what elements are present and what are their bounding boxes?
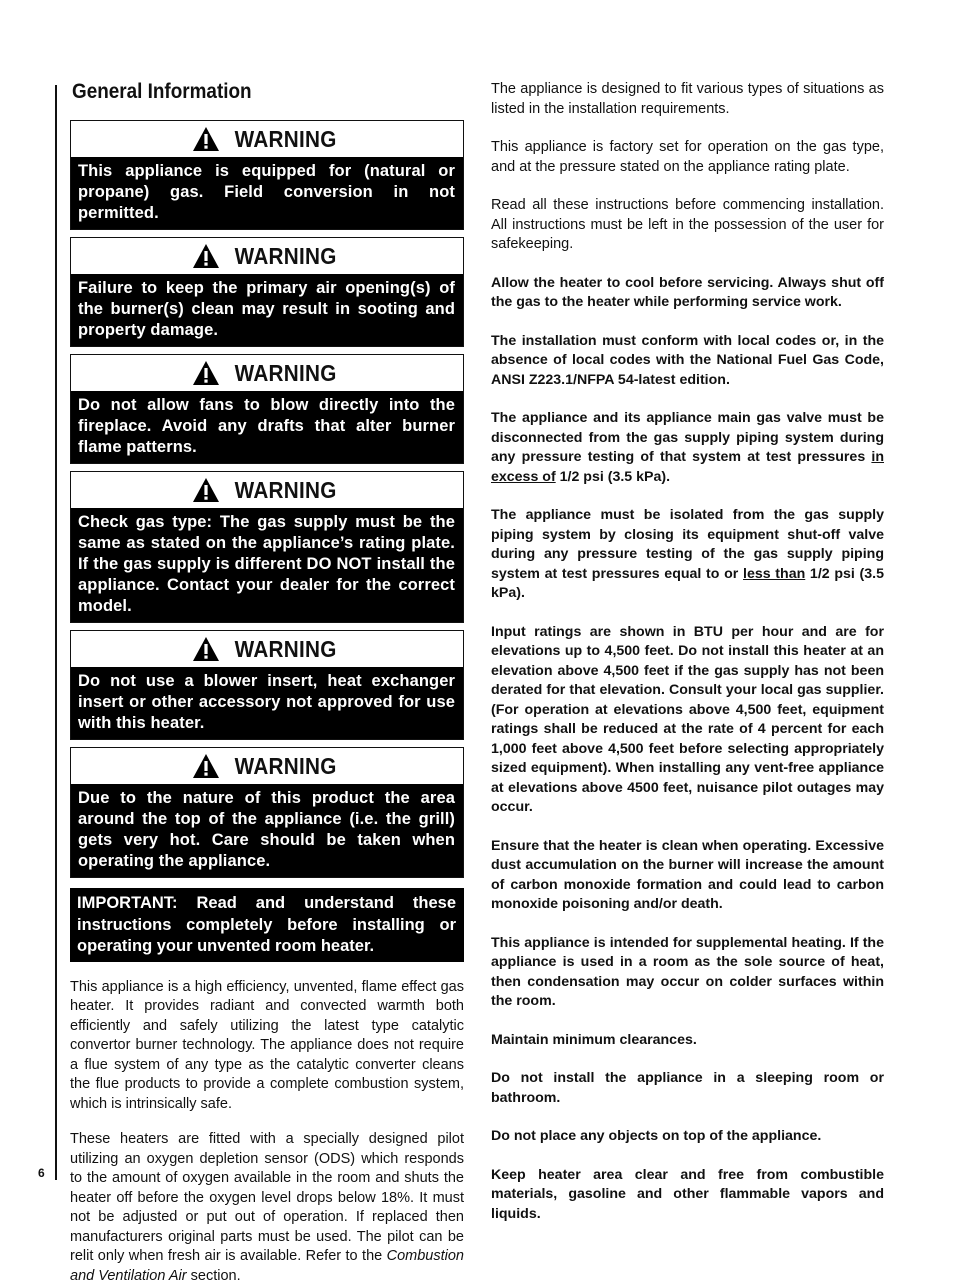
- combustibles-paragraph: Keep heater area clear and free from combustible materials, gasoline and other flammable vapors and liquids.: [491, 1166, 884, 1222]
- disconnect-text-end: 1/2 psi (3.5 kPa).: [555, 468, 671, 485]
- important-notice: IMPORTANT: Read and understand these instructions completely before installing or operating your unvented room heater.: [70, 888, 464, 962]
- page-number: 6: [38, 1166, 45, 1180]
- intro-paragraph: This appliance is a high efficiency, unvented, flame effect gas heater. It provides radiant and convected warmth both efficiently and safely utilizing the latest type catalytic convertor burner technology. The appliance does not require a flue system of any type as the catalytic converter cleans the flue products to provide a complete combustion system, which is intrinsically safe.: [70, 978, 464, 1112]
- warning-text: Do not use a blower insert, heat exchanger insert or other accessory not approved for use with this heater.: [71, 667, 463, 739]
- warning-triangle-icon: [192, 360, 220, 386]
- warning-text: Failure to keep the primary air opening(s) of the burner(s) clean may result in sooting and property damage.: [71, 274, 463, 346]
- warning-box: [70, 354, 464, 464]
- warning-text: Due to the nature of this product the area around the top of the appliance (i.e. the grill) gets very hot. Care should be taken when operating the appliance.: [71, 784, 463, 877]
- isolate-text: The appliance must be isolated from the gas supply piping system by closing its equipment shut-off valve during any pressure testing of the gas supply piping system at test pressures equal to or: [491, 507, 884, 582]
- no-objects-paragraph: Do not place any objects on top of the appliance.: [491, 1128, 822, 1144]
- sleeping-room-paragraph: Do not install the appliance in a sleeping room or bathroom.: [491, 1070, 884, 1106]
- ods-paragraph: [70, 1130, 464, 1286]
- warning-triangle-icon: [192, 636, 220, 662]
- warnings-list: [70, 120, 464, 878]
- warning-triangle-icon: [192, 243, 220, 269]
- left-column: [70, 78, 464, 1286]
- isolate-paragraph: [491, 506, 884, 604]
- ventilation-section-ref: Combustion and Ventilation Air: [70, 1248, 464, 1284]
- warning-header: [71, 121, 463, 157]
- warning-box: [70, 120, 464, 230]
- codes-paragraph: The installation must conform with local codes or, in the absence of local codes with the National Fuel Gas Code, ANSI Z223.1/NFPA 54-latest edition.: [491, 332, 884, 388]
- design-paragraph: The appliance is designed to fit various types of situations as listed in the installation requirements.: [491, 81, 884, 117]
- isolate-text-end: 1/2 psi (3.5 kPa).: [491, 565, 884, 601]
- read-instructions-paragraph: Read all these instructions before commencing installation. All instructions must be left in the possession of the user for safekeeping.: [491, 197, 884, 252]
- right-column: [491, 80, 884, 1243]
- warning-header: [71, 748, 463, 784]
- warning-box: [70, 630, 464, 740]
- warning-text: Check gas type: The gas supply must be the same as stated on the appliance’s rating plate. If the gas supply is different DO NOT install the appliance. Contact your dealer for the correct model.: [71, 508, 463, 622]
- supplemental-paragraph: This appliance is intended for supplemental heating. If the appliance is used in a room as the sole source of heat, then condensation may occur on colder surfaces within the room.: [491, 934, 884, 1009]
- clearances-paragraph: Maintain minimum clearances.: [491, 1031, 697, 1048]
- warning-text: Do not allow fans to blow directly into the fireplace. Avoid any drafts that alter burner flame patterns.: [71, 391, 463, 463]
- warning-triangle-icon: [192, 477, 220, 503]
- warning-box: [70, 747, 464, 878]
- elevation-paragraph: Input ratings are shown in BTU per hour and are for elevations up to 4,500 feet. Do not install this heater at an elevation above 4,500 feet if the gas supply has not been derated for that elevation. Consult your local gas supplier. (For operation at elevations above 4,500 feet, equipment ratings shall be reduced at the rate of 4 percent for each 1,000 feet above 4,500 feet before selecting appropriately sized equipment). When installing any vent-free appliance at elevations above 4500 feet, nuisance pilot outages may occur.: [491, 623, 884, 815]
- warning-triangle-icon: [192, 753, 220, 779]
- margin-rule: [55, 85, 57, 1180]
- factory-set-paragraph: This appliance is factory set for operation on the gas type, and at the pressure stated on the appliance rating plate.: [491, 139, 884, 175]
- warning-label: WARNING: [234, 242, 337, 269]
- warning-header: [71, 631, 463, 667]
- disconnect-paragraph: [491, 409, 884, 487]
- disconnect-text: The appliance and its appliance main gas valve must be disconnected from the gas supply piping system during any pressure testing of that system at test pressures: [491, 410, 884, 465]
- warning-label: WARNING: [234, 635, 337, 662]
- ods-text: These heaters are fitted with a specially designed pilot utilizing an oxygen depletion sensor (ODS) which responds to the amount of oxygen available in the room and shuts the heater off before the oxygen level drops below 18%. It must not be adjusted or put out of operation. If replaced then manufacturers original parts must be used. The pilot can be relit only when fresh air is available. Refer to the: [70, 1131, 464, 1264]
- warning-label: WARNING: [234, 752, 337, 779]
- warning-header: [71, 355, 463, 391]
- warning-label: WARNING: [234, 359, 337, 386]
- warning-header: [71, 472, 463, 508]
- warning-triangle-icon: [192, 126, 220, 152]
- less-than: less than: [743, 565, 806, 582]
- warning-box: [70, 237, 464, 347]
- clean-paragraph: Ensure that the heater is clean when operating. Excessive dust accumulation on the burner will increase the amount of carbon monoxide formation and could lead to carbon monoxide poisoning and/or death.: [491, 837, 884, 912]
- warning-label: WARNING: [234, 125, 337, 152]
- ods-text-end: section.: [186, 1267, 241, 1284]
- section-title: General Information: [72, 80, 252, 103]
- warning-header: [71, 238, 463, 274]
- warning-box: [70, 471, 464, 623]
- warning-text: This appliance is equipped for (natural or propane) gas. Field conversion in not permitted.: [71, 157, 463, 229]
- cool-before-servicing: Allow the heater to cool before servicing. Always shut off the gas to the heater while performing service work.: [491, 274, 884, 310]
- warning-label: WARNING: [234, 476, 337, 503]
- in-excess-of: in excess of: [491, 449, 884, 485]
